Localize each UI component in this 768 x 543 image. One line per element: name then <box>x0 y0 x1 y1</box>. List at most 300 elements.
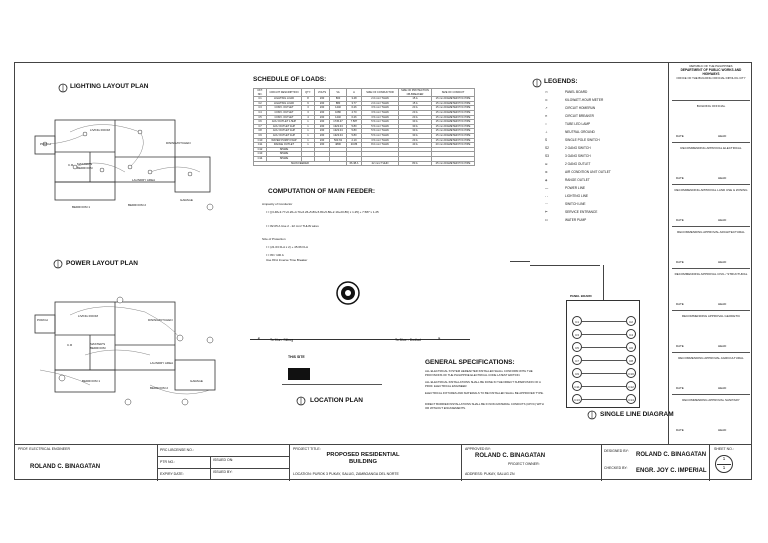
table-cell: 15 mm DIAMETER PVC PIPE <box>432 106 475 111</box>
head-label: HEAD <box>718 218 727 222</box>
table-cell: CONV. OUTLET <box>267 115 302 120</box>
table-cell: 15 A <box>399 97 432 102</box>
table-cell: 15 mm DIAMETER PVC PIPE <box>432 138 475 143</box>
panel-branch-line <box>582 360 603 361</box>
specs-title: GENERAL SPECIFICATIONS: <box>425 359 515 366</box>
table-cell: LIGHTING LOAD <box>267 97 302 102</box>
panel-branch-line <box>603 334 626 335</box>
legend-label: 2 GANG OUTLET <box>565 162 591 166</box>
table-total-cell: 25 mm DIAMETER PVC PIPE <box>432 161 475 166</box>
panel-circuit-node: C5 <box>572 342 582 352</box>
head-label: HEAD <box>718 386 727 390</box>
signature-line <box>672 352 750 353</box>
sheet-label: SHEET NO.: <box>714 447 734 451</box>
table-cell: 1745.47 <box>330 120 347 125</box>
signature-line <box>672 268 750 269</box>
table-cell: 3.77 <box>347 101 362 106</box>
legend-label: CIRCUIT HOMERUN <box>565 106 596 110</box>
date-label: DATE <box>676 386 684 390</box>
project-label: PROJECT TITLE: <box>293 447 321 451</box>
table-header-row <box>254 89 475 97</box>
feeder-title: COMPUTATION OF MAIN FEEDER: <box>268 188 376 195</box>
power-room-cr-label: C.R <box>67 343 73 347</box>
panel-branch-line <box>603 321 626 322</box>
table-cell: 6.26 <box>347 115 362 120</box>
room-porch-label: PORCH <box>40 142 51 146</box>
table-cell: 5.5 mm² THHN <box>362 124 399 129</box>
legends-title: LEGENDS: <box>544 78 578 85</box>
single-line-title: SINGLE LINE DIAGRAM <box>600 411 674 418</box>
legend-symbol-icon: — <box>545 186 549 190</box>
table-cell: 30 A <box>399 129 432 134</box>
legend-symbol-icon: ⊖ <box>545 162 548 166</box>
power-plan-title: POWER LAYOUT PLAN <box>66 260 138 267</box>
table-cell: 230 <box>315 120 330 125</box>
table-header-cell: QTY. <box>302 89 315 97</box>
this-site-label: THIS SITE <box>288 355 305 359</box>
meter-line <box>530 259 600 266</box>
table-cell: SPARE <box>267 156 302 161</box>
prof-label: PROF. ELECTRICAL ENGINEER <box>18 447 70 451</box>
owner-name: ROLAND C. BINAGATAN <box>475 453 546 459</box>
legend-label: 3 GANG SWITCH <box>565 154 591 158</box>
table-cell: 1440 <box>330 106 347 111</box>
legend-symbol-icon: S <box>545 138 548 142</box>
legend-symbol-icon: ⊢ <box>545 210 548 214</box>
table-cell: 7.587 <box>347 120 362 125</box>
table-cell: 4.70 <box>347 110 362 115</box>
power-room-dining-label: DINING/KITCHEN <box>148 318 173 322</box>
issued-by-label: ISSUED BY: <box>213 470 233 474</box>
legend-label: NEUTRAL GROUND <box>565 130 595 134</box>
table-cell: 5.80 <box>347 129 362 134</box>
spec-item: ALL ELECTRICAL SYSTEM HEREAFTER INSTALLED SHALL CONFORM WITH THE PROVISIONS OF THE PHILIPPINE ELECTRICAL CODE LATEST EDITION. <box>425 369 533 377</box>
table-cell: SPARE <box>267 152 302 157</box>
legend-item <box>545 154 591 158</box>
table-cell: 1323.04 <box>330 129 347 134</box>
table-cell: RANGE OUTLET <box>267 143 302 148</box>
north-arrow-icon <box>57 82 69 94</box>
site-marker <box>288 368 310 380</box>
legend-symbol-icon: ··· <box>545 202 549 206</box>
table-cell: 6.26 <box>347 106 362 111</box>
table-cell: CONV. OUTLET <box>267 106 302 111</box>
legend-label: POWER LINE <box>565 186 586 190</box>
room-master-label: MASTER'S BEDROOM <box>77 162 93 170</box>
schedule-of-loads-table <box>253 88 475 166</box>
panel-circuit-node: C7 <box>572 355 582 365</box>
table-total-cell: MAIN FEEDER <box>254 161 347 166</box>
table-total-cell: 66.38 A <box>347 161 362 166</box>
office-label: OFFICE OF THE BUILDING OFFICIAL DIPOLOG CITY <box>676 76 746 80</box>
table-cell: 230 <box>315 124 330 129</box>
table-cell: 20 mm DIAMETER PVC PIPE <box>432 143 475 148</box>
panel-circuit-node: C4 <box>626 329 636 339</box>
table-cell: 20.86 <box>347 143 362 148</box>
table-cell: 230 <box>315 129 330 134</box>
date-label: DATE <box>676 176 684 180</box>
legend-item <box>545 210 597 214</box>
table-cell: 1080 <box>330 110 347 115</box>
table-cell: 30 A <box>399 133 432 138</box>
project-title: PROPOSED RESIDENTIAL BUILDING <box>326 452 400 465</box>
panel-circuit-node: C9 <box>572 368 582 378</box>
legend-item <box>545 146 591 150</box>
date-label: DATE <box>676 218 684 222</box>
legend-symbol-icon: ↗ <box>545 106 548 110</box>
table-cell: 1440 <box>330 115 347 120</box>
table-cell: SPARE <box>267 147 302 152</box>
legend-item <box>545 106 595 110</box>
legend-item <box>545 130 595 134</box>
legend-symbol-icon: ⊙ <box>545 98 548 102</box>
panel-branch-line <box>603 373 626 374</box>
table-cell: 1 <box>302 124 315 129</box>
table-cell: 1 <box>302 129 315 134</box>
table-cell: C6 <box>254 120 267 125</box>
legend-item <box>545 122 590 126</box>
table-header-cell: CKT. NO. <box>254 89 267 97</box>
address-label: ADDRESS: PUKAY, SALUG ZN <box>465 472 515 476</box>
date-label: DATE <box>676 344 684 348</box>
table-cell: C2 <box>254 101 267 106</box>
table-cell: 3.5 mm² THHN <box>362 110 399 115</box>
table-cell: 230 <box>315 101 330 106</box>
room-dining-label: DINING/KITCHEN <box>166 141 191 145</box>
room-living-label: LIVING ROOM <box>90 128 111 132</box>
table-cell: 15 mm DIAMETER PVC PIPE <box>432 110 475 115</box>
panel-circuit-node: C14 <box>626 394 636 404</box>
power-floor-plan <box>30 290 230 410</box>
table-cell: 9 <box>302 101 315 106</box>
table-cell: 20 A <box>399 115 432 120</box>
table-cell: C5 <box>254 115 267 120</box>
table-cell: 4800 <box>330 143 347 148</box>
signature-line <box>672 100 750 101</box>
north-arrow-icon <box>531 77 543 89</box>
table-cell: C14 <box>254 156 267 161</box>
head-label: HEAD <box>718 428 727 432</box>
legend-item <box>545 114 594 118</box>
table-cell: 15 mm DIAMETER PVC PIPE <box>432 129 475 134</box>
approval-section-label: BUILDING OFFICIAL <box>696 104 726 108</box>
legend-label: SERVICE ENTRANCE <box>565 210 598 214</box>
table-cell: 1 <box>302 138 315 143</box>
table-cell: 1323.04 <box>330 124 347 129</box>
table-cell: 230 <box>315 138 330 143</box>
signature-line <box>672 142 750 143</box>
table-cell: 3 <box>302 106 315 111</box>
table-cell: ACU OUTLET 1HP <box>267 124 302 129</box>
legend-item <box>545 90 587 94</box>
table-cell: 20 A <box>399 138 432 143</box>
panel-circuit-node: C11 <box>572 381 582 391</box>
legend-label: SINGLE POLE SWITCH <box>565 138 600 142</box>
power-room-garage-label: GARAGE <box>190 379 203 383</box>
table-cell: 5.5 mm² THHN <box>362 129 399 134</box>
table-cell: 230 <box>315 106 330 111</box>
approval-section-label: RECOMMENDING APPROVAL GEODETIC <box>681 314 741 318</box>
room-garage-label: GARAGE <box>180 198 193 202</box>
date-label: DATE <box>676 302 684 306</box>
legend-symbol-icon: ⊛ <box>545 170 548 174</box>
legend-item <box>545 162 591 166</box>
to-mun-label: To Mun. Siibug <box>270 338 294 342</box>
table-header-cell: VOLTS <box>315 89 330 97</box>
table-cell: 1323.04 <box>330 133 347 138</box>
table-cell: 3 <box>302 110 315 115</box>
table-cell: 230 <box>315 110 330 115</box>
table-cell: 3.48 <box>347 97 362 102</box>
legend-label: LIGHTING LINE <box>565 194 589 198</box>
schedule-title: SCHEDULE OF LOADS: <box>253 76 327 83</box>
panel-circuit-node: C12 <box>626 381 636 391</box>
legend-item <box>545 202 586 206</box>
signature-line <box>672 394 750 395</box>
legend-label: 2 GANG SWITCH <box>565 146 591 150</box>
table-cell: 1 <box>302 120 315 125</box>
table-cell: 880 <box>330 101 347 106</box>
head-label: HEAD <box>718 134 727 138</box>
feeder-line-6: I = 80 / 100 A <box>266 253 284 257</box>
table-cell: 5.80 <box>347 124 362 129</box>
feeder-line-3: I = 82.05 A Use 2 - 22 mm² THHN wires <box>266 224 319 228</box>
legend-item <box>545 98 603 102</box>
table-cell: 8 <box>302 97 315 102</box>
power-room-bedroom2-label: BEDROOM 2 <box>150 386 169 390</box>
room-cr-label: C.R <box>68 163 74 167</box>
site-road <box>282 384 382 385</box>
table-cell: 5.80 <box>347 133 362 138</box>
legend-symbol-icon: ◈ <box>545 178 548 182</box>
approval-section-label: RECOMMENDING APPROVAL ARCHITECTURAL <box>677 230 745 234</box>
panel-board-label: PANEL BOARD <box>570 294 592 298</box>
panel-circuit-node: C13 <box>572 394 582 404</box>
table-header-cell: SIZE OF PROTECTION CB-BREAKER <box>399 89 432 97</box>
table-cell: 30 A <box>399 124 432 129</box>
head-label: HEAD <box>718 344 727 348</box>
table-total-cell: 80 A <box>399 161 432 166</box>
table-cell: 30 A <box>399 120 432 125</box>
table-cell: C3 <box>254 106 267 111</box>
spec-item: DIRECT BURRIED INSTALLATIONS SHALL BE IN NON-MATERIAL CONDUITS (UPVC) WITH OR WITHOUT ENCASEMENTS. <box>425 402 544 410</box>
panel-branch-line <box>603 399 626 400</box>
table-cell: 15 A <box>399 101 432 106</box>
legend-label: PANEL BOARD <box>565 90 588 94</box>
table-cell: C8 <box>254 129 267 134</box>
legend-symbol-icon: ⊓ <box>545 114 548 118</box>
table-cell: 1 <box>302 133 315 138</box>
spec-item: ELECTRICAL FIXTURES AND MATERIALS TO BE INSTALLED SHALL BE APPROVED TYPE. <box>425 391 544 395</box>
table-cell: 15 mm DIAMETER PVC PIPE <box>432 101 475 106</box>
legend-item <box>545 186 585 190</box>
table-cell: LIGHTING LOAD <box>267 101 302 106</box>
table-header-cell: CIRCUIT DESCRIPTION <box>267 89 302 97</box>
table-cell: 230 <box>315 133 330 138</box>
table-cell: 800 <box>330 97 347 102</box>
table-cell: 230 <box>315 115 330 120</box>
compass-icon <box>335 280 361 306</box>
license-divider <box>157 456 289 457</box>
table-cell: 20 A <box>399 106 432 111</box>
table-cell: 2.0 mm² THHN <box>362 101 399 106</box>
panel-branch-line <box>603 360 626 361</box>
table-cell: 15 mm DIAMETER PVC PIPE <box>432 124 475 129</box>
legend-label: KILOWATT-HOUR METER <box>565 98 604 102</box>
table-cell: 503.63 <box>330 138 347 143</box>
location-plan-title: LOCATION PLAN <box>310 397 363 404</box>
north-arrow-icon <box>52 258 64 270</box>
panel-branch-line <box>603 347 626 348</box>
legend-item <box>545 170 611 174</box>
power-room-master-label: MASTER'S BEDROOM <box>90 342 106 350</box>
table-cell: CONV. OUTLET <box>267 110 302 115</box>
sheet-total: 1 <box>722 465 726 470</box>
approval-section-label: RECOMMENDING APPROVAL LAND USE & ZONING <box>674 188 748 192</box>
power-room-laundry-label: LAUNDRY AREA <box>150 361 174 365</box>
table-cell: 1 <box>302 143 315 148</box>
table-cell: 3.5 mm² THHN <box>362 106 399 111</box>
table-total-cell: 22 mm² THHN <box>362 161 399 166</box>
north-arrow-icon <box>586 409 598 421</box>
prc-label: PRC LIBCENSE NO.: <box>160 448 194 452</box>
head-label: HEAD <box>718 260 727 264</box>
signature-line <box>672 226 750 227</box>
table-header-cell: SIZE OF CONDUIT <box>432 89 475 97</box>
table-header-cell: A <box>347 89 362 97</box>
legend-label: RANGE OUTLET <box>565 178 590 182</box>
signature-line <box>672 310 750 311</box>
date-label: DATE <box>676 428 684 432</box>
panel-circuit-node: C6 <box>626 342 636 352</box>
table-cell: 40 A <box>399 143 432 148</box>
table-total-row <box>254 161 475 166</box>
date-label: DATE <box>676 134 684 138</box>
legend-label: SWITCH LINE <box>565 202 586 206</box>
approval-section-label: RECOMMENDING APPROVAL CIVIL / STRUCTURAL <box>674 272 748 276</box>
feeder-line-7: Use 80 A Inverse Time Breaker <box>266 258 308 262</box>
panel-branch-line <box>582 399 603 400</box>
approval-section-label: RECOMMENDING APPROVAL ELECTRICAL <box>680 146 742 150</box>
panel-branch-line <box>603 386 626 387</box>
panel-circuit-node: C2 <box>626 316 636 326</box>
table-header-cell: SIZE OF CONDUCTOR <box>362 89 399 97</box>
legend-label: AIR CONDITION UNIT OUTLET <box>565 170 611 174</box>
table-cell: C11 <box>254 143 267 148</box>
dept-label: DEPARTMENT OF PUBLIC WORKS AND HIGHWAYS <box>680 68 742 76</box>
legend-symbol-icon: S3 <box>545 154 549 158</box>
panel-circuit-node: C8 <box>626 355 636 365</box>
feeder-line-1: Ampacity of Conductor <box>262 202 293 206</box>
feeder-line-5: I = (21.63 FLA x 2) + 45.66 FLA <box>266 245 309 249</box>
legend-label: WATER PUMP <box>565 218 587 222</box>
date-label: DATE <box>676 260 684 264</box>
panel-circuit-node: C3 <box>572 329 582 339</box>
head-label: HEAD <box>718 302 727 306</box>
spec-item: ALL ELECTRICAL INSTALLATIONS SHALL BE DONE IN THE DIRECT SUPERVISION OF A PROF. ELECTRICAL ENGINEER. <box>425 380 541 388</box>
approval-section-label: RECOMMENDING APPROVAL SANITARY <box>682 398 740 402</box>
license-divider <box>210 456 211 480</box>
ptr-label: PTR NO.: <box>160 460 176 464</box>
table-cell: 230 <box>315 97 330 102</box>
panel-branch-line <box>582 347 603 348</box>
sheet-number: 1 <box>722 456 726 461</box>
legend-item <box>545 194 588 198</box>
table-header-cell: VA <box>330 89 347 97</box>
table-cell: C13 <box>254 152 267 157</box>
legend-symbol-icon: ▭ <box>545 90 549 94</box>
table-cell: C9 <box>254 133 267 138</box>
table-cell: 15 mm DIAMETER PVC PIPE <box>432 115 475 120</box>
checked-label: CHECKED BY: <box>604 466 628 470</box>
panel-branch-line <box>582 334 603 335</box>
legend-item <box>545 138 600 142</box>
table-cell: 230 <box>315 143 330 148</box>
to-blue-label: To Blue - Dodlad <box>395 338 421 342</box>
legend-symbol-icon: ⊥ <box>545 130 548 134</box>
table-cell: 15 mm DIAMETER PVC PIPE <box>432 133 475 138</box>
head-label: HEAD <box>718 176 727 180</box>
table-cell: 15 mm DIAMETER PVC PIPE <box>432 120 475 125</box>
table-cell: C4 <box>254 110 267 115</box>
panel-branch-line <box>582 386 603 387</box>
engineer-name: ROLAND C. BINAGATAN <box>30 464 101 470</box>
table-cell: 5.5 mm² THHN <box>362 120 399 125</box>
republic-label: REPUBLIC OF THE PHILIPPINES <box>689 64 733 68</box>
legend-label: CIRCUIT BREAKER <box>565 114 594 118</box>
table-cell: C12 <box>254 147 267 152</box>
legend-label: TUBE LED LAMP <box>565 122 591 126</box>
lighting-plan-title: LIGHTING LAYOUT PLAN <box>70 83 149 90</box>
table-cell: ACU OUTLET 1HP <box>267 133 302 138</box>
table-cell: WATER PUMP 0.5HP <box>267 138 302 143</box>
license-divider <box>157 468 289 469</box>
arrow-right-icon: ► <box>438 336 441 340</box>
north-arrow-icon <box>295 395 307 407</box>
approved-label: APPROVED BY: <box>465 447 491 451</box>
power-room-living-label: LIVING ROOM <box>78 314 99 318</box>
table-cell: 2.0 mm² THHN <box>362 97 399 102</box>
legend-item <box>545 178 590 182</box>
table-cell: 20 A <box>399 110 432 115</box>
table-cell: C10 <box>254 138 267 143</box>
feeder-line-2: I = [(3.48+3.77+6.26+4.70+6.26+5.80+5.80+5.80+2.19+20.86) x 1.25] + 7.587 x 1.25 <box>266 210 379 214</box>
location-label: LOCATION: PUROK 3 PUKAY, SALUG, ZAMBOANGA DEL NORTE <box>293 472 399 476</box>
table-cell: 5.5 mm² THHN <box>362 133 399 138</box>
legend-symbol-icon: ⊡ <box>545 218 548 222</box>
legend-symbol-icon: - - <box>545 194 549 198</box>
feeder-line-4: Size of Protection <box>262 237 286 241</box>
designed-label: DESIGNED BY: <box>604 449 629 453</box>
approval-section-label: RECOMMENDING APPROVAL AGRICULTURAL <box>678 356 744 360</box>
table-cell: 2.19 <box>347 138 362 143</box>
room-bedroom2-label: BEDROOM 2 <box>128 203 147 207</box>
room-bedroom1-label: BEDROOM 1 <box>72 205 91 209</box>
owner-label: PROJECT OWNER: <box>508 462 540 466</box>
table-cell: 4 <box>302 115 315 120</box>
power-room-porch-label: PORCH <box>37 318 48 322</box>
legend-symbol-icon: ○ <box>545 122 547 126</box>
panel-branch-line <box>582 321 603 322</box>
power-room-bedroom1-label: BEDROOM 1 <box>82 379 101 383</box>
service-line <box>510 261 530 262</box>
feeder-drop-line <box>603 265 604 300</box>
table-cell: C7 <box>254 124 267 129</box>
legend-item <box>545 218 586 222</box>
table-cell: ACU OUTLET 1HP <box>267 129 302 134</box>
room-laundry-label: LAUNDRY AREA <box>132 178 156 182</box>
table-cell: 3.5 mm² THHN <box>362 115 399 120</box>
